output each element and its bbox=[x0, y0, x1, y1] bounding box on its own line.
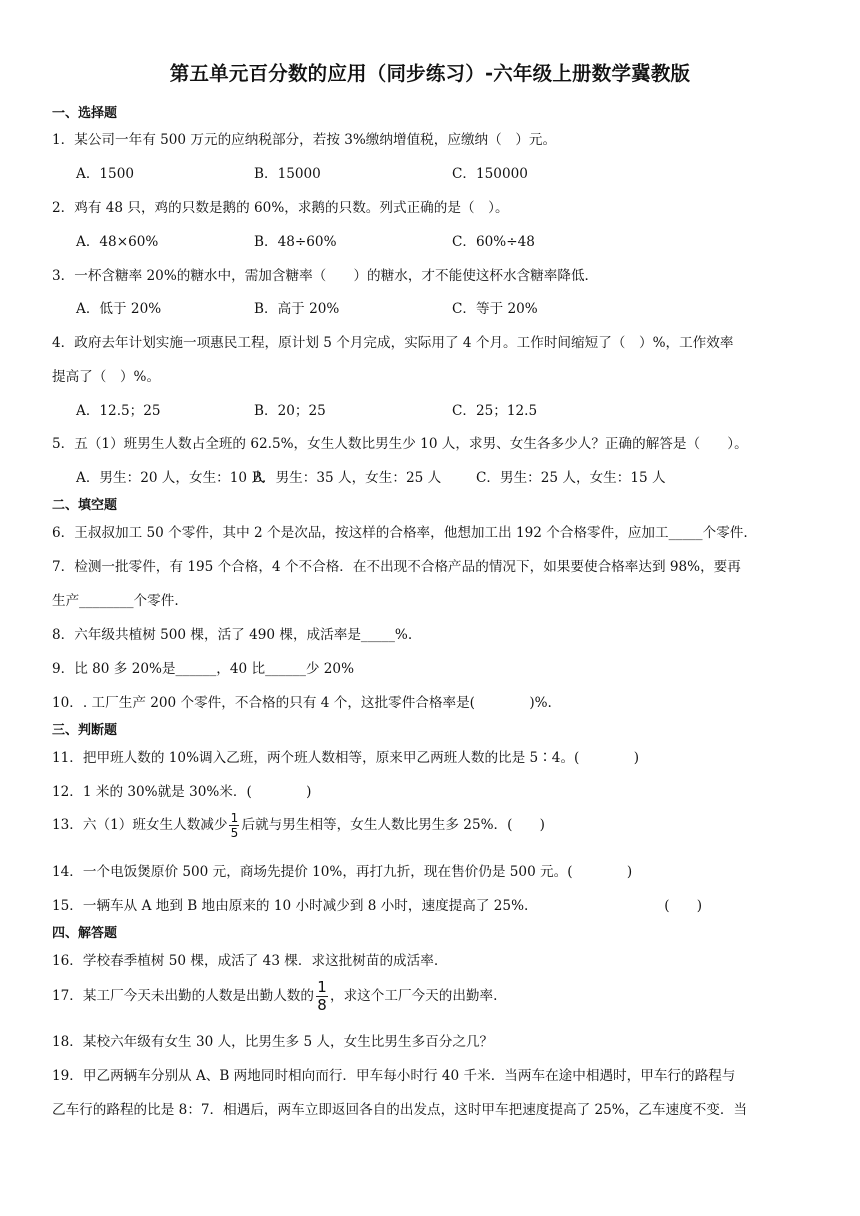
question-9: 9．比 80 多 20%是______，40 比______少 20% bbox=[52, 661, 354, 677]
section-heading-choice: 一、选择题 bbox=[52, 106, 118, 121]
question-10: 10．. 工厂生产 200 个零件，不合格的只有 4 个，这批零件合格率是( )%. bbox=[52, 695, 552, 711]
option-a: A．男生：20 人，女生：10 人 bbox=[76, 470, 265, 486]
option-c: C．等于 20% bbox=[452, 301, 538, 317]
option-b: B．15000 bbox=[254, 166, 321, 182]
fraction-one-fifth: $\frac{1}{5}$ bbox=[230, 811, 239, 840]
section-heading-solve: 四、解答题 bbox=[52, 926, 118, 941]
option-b: B．20；25 bbox=[254, 403, 326, 419]
question-8: 8．六年级共植树 500 棵，活了 490 棵，成活率是_____%. bbox=[52, 627, 413, 643]
fraction-one-eighth: $\frac{1}{8}$ bbox=[317, 978, 327, 1014]
question-15: 15．一辆车从 A 地到 B 地由原来的 10 小时减少到 8 小时，速度提高了 25%. ( ) bbox=[52, 898, 703, 914]
option-a: A．低于 20% bbox=[76, 301, 162, 317]
question-3: 3．一杯含糖率 20%的糖水中，需加含糖率（ ）的糖水，才不能使这杯水含糖率降低． bbox=[52, 268, 599, 284]
option-c: C．60%÷48 bbox=[452, 234, 535, 250]
question-7-line-2: 生产________个零件. bbox=[52, 593, 179, 609]
question-19-line-1: 19．甲乙两辆车分别从 A、B 两地同时相向而行．甲车每小时行 40 千米．当两车在途中相遇时，甲车行的路程与 bbox=[52, 1068, 736, 1084]
option-c: C．150000 bbox=[452, 166, 528, 182]
question-19-line-2: 乙车行的路程的比是 8：7．相遇后，两车立即返回各自的出发点，这时甲车把速度提高了 25%，乙车速度不变．当 bbox=[52, 1102, 748, 1118]
question-13 bbox=[52, 812, 545, 839]
question-2: 2．鸡有 48 只，鸡的只数是鹅的 60%，求鹅的只数。列式正确的是（ ）。 bbox=[52, 200, 509, 216]
question-17 bbox=[52, 980, 497, 1013]
question-16: 16．学校春季植树 50 棵，成活了 43 棵．求这批树苗的成活率. bbox=[52, 953, 439, 969]
question-4-line-2: 提高了（ ）%。 bbox=[52, 369, 161, 385]
question-13-suffix: 后就与男生相等，女生人数比男生多 25%．( ) bbox=[241, 817, 545, 833]
question-14: 14．一个电饭煲原价 500 元，商场先提价 10%，再打九折，现在售价仍是 500 元。( ) bbox=[52, 864, 633, 880]
question-1: 1．某公司一年有 500 万元的应纳税部分，若按 3%缴纳增值税，应缴纳（ ）元。 bbox=[52, 132, 557, 148]
option-a: A．48×60% bbox=[76, 234, 159, 250]
question-7-line-1: 7．检测一批零件，有 195 个合格，4 个不合格．在不出现不合格产品的情况下，如果要使合格率达到 98%，要再 bbox=[52, 559, 741, 575]
question-11: 11．把甲班人数的 10%调入乙班，两个班人数相等，原来甲乙两班人数的比是 5∶4。( ) bbox=[52, 750, 640, 766]
question-5: 5．五（1）班男生人数占全班的 62.5%，女生人数比男生少 10 人，求男、女生各多少人？正确的解答是（ ）。 bbox=[52, 436, 748, 452]
question-6: 6．王叔叔加工 50 个零件，其中 2 个是次品，按这样的合格率，他想加工出 192 个合格零件，应加工_____个零件. bbox=[52, 525, 748, 541]
option-a: A．1500 bbox=[76, 166, 135, 182]
question-13-prefix: 13．六（1）班女生人数减少 bbox=[52, 817, 228, 833]
section-heading-judge: 三、判断题 bbox=[52, 723, 118, 738]
option-b: B．男生：35 人，女生：25 人 bbox=[252, 470, 442, 486]
option-b: B．高于 20% bbox=[254, 301, 340, 317]
option-c: C．男生：25 人，女生：15 人 bbox=[476, 470, 666, 486]
option-c: C．25；12.5 bbox=[452, 403, 538, 419]
question-12: 12．1 米的 30%就是 30%米．( ) bbox=[52, 784, 312, 800]
question-18: 18．某校六年级有女生 30 人，比男生多 5 人，女生比男生多百分之几？ bbox=[52, 1034, 494, 1050]
question-4-line-1: 4．政府去年计划实施一项惠民工程，原计划 5 个月完成，实际用了 4 个月。工作时间缩短了（ ）%，工作效率 bbox=[52, 335, 734, 351]
section-heading-fill: 二、填空题 bbox=[52, 498, 118, 513]
question-17-prefix: 17．某工厂今天未出勤的人数是出勤人数的 bbox=[52, 988, 314, 1004]
option-b: B．48÷60% bbox=[254, 234, 337, 250]
page-title: 第五单元百分数的应用（同步练习）-六年级上册数学冀教版 bbox=[169, 62, 691, 85]
option-a: A．12.5；25 bbox=[76, 403, 161, 419]
question-17-suffix: ，求这个工厂今天的出勤率. bbox=[329, 988, 498, 1004]
